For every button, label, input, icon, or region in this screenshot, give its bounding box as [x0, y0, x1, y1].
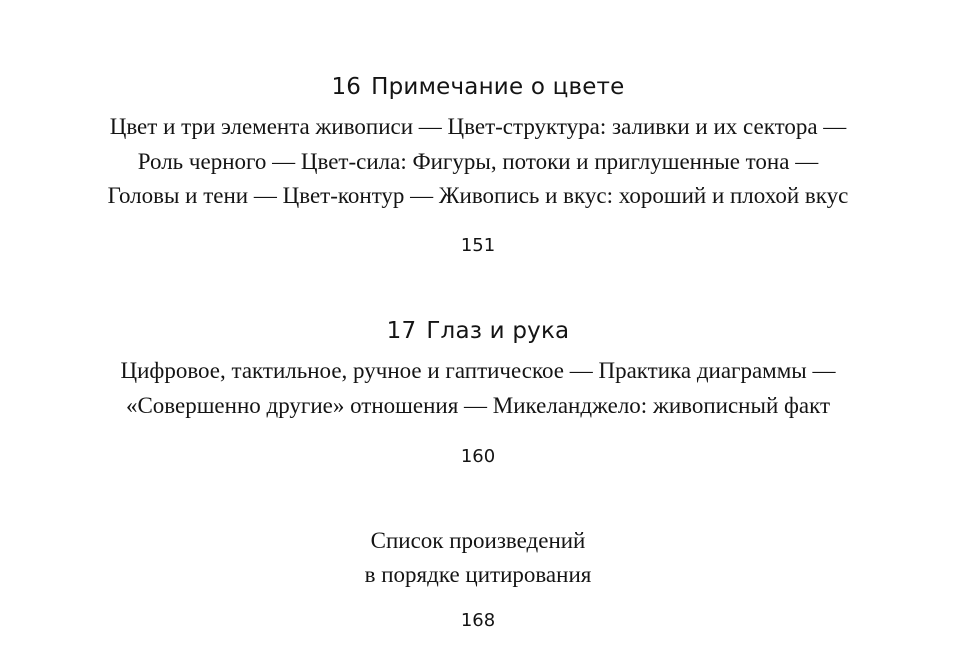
chapter-number: 16 [331, 74, 362, 100]
chapter-heading [0, 72, 956, 102]
chapter-number: 17 [386, 318, 417, 344]
chapter-description [0, 354, 956, 423]
chapter-16-entry [0, 72, 956, 214]
description-line: Цвет и три элемента живописи — Цвет-структура: заливки и их сектора — [109, 114, 847, 139]
description-line: Цифровое, тактильное, ручное и гаптическое — Практика диаграммы — [120, 358, 836, 383]
appendix-entry [0, 524, 956, 592]
description-line: Роль черного — Цвет-сила: Фигуры, потоки и приглушенные тона — [137, 148, 819, 174]
chapter-title: Глаз и рука [426, 318, 570, 344]
appendix-title-line: в порядке цитирования [364, 562, 592, 587]
appendix-page-number: 168 [460, 610, 496, 631]
chapter-16-page-number: 151 [460, 235, 496, 256]
chapter-description [0, 110, 956, 214]
chapter-heading [0, 316, 956, 346]
chapter-17-entry [0, 316, 956, 423]
chapter-17-page-number: 160 [460, 446, 496, 467]
description-line: «Совершенно другие» отношения — Микеланджело: живописный факт [125, 392, 831, 418]
description-line: Головы и тени — Цвет-контур — Живопись и вкус: хороший и плохой вкус [107, 183, 849, 208]
appendix-title-line: Список произведений [370, 528, 586, 553]
chapter-title: Примечание о цвете [371, 74, 625, 100]
